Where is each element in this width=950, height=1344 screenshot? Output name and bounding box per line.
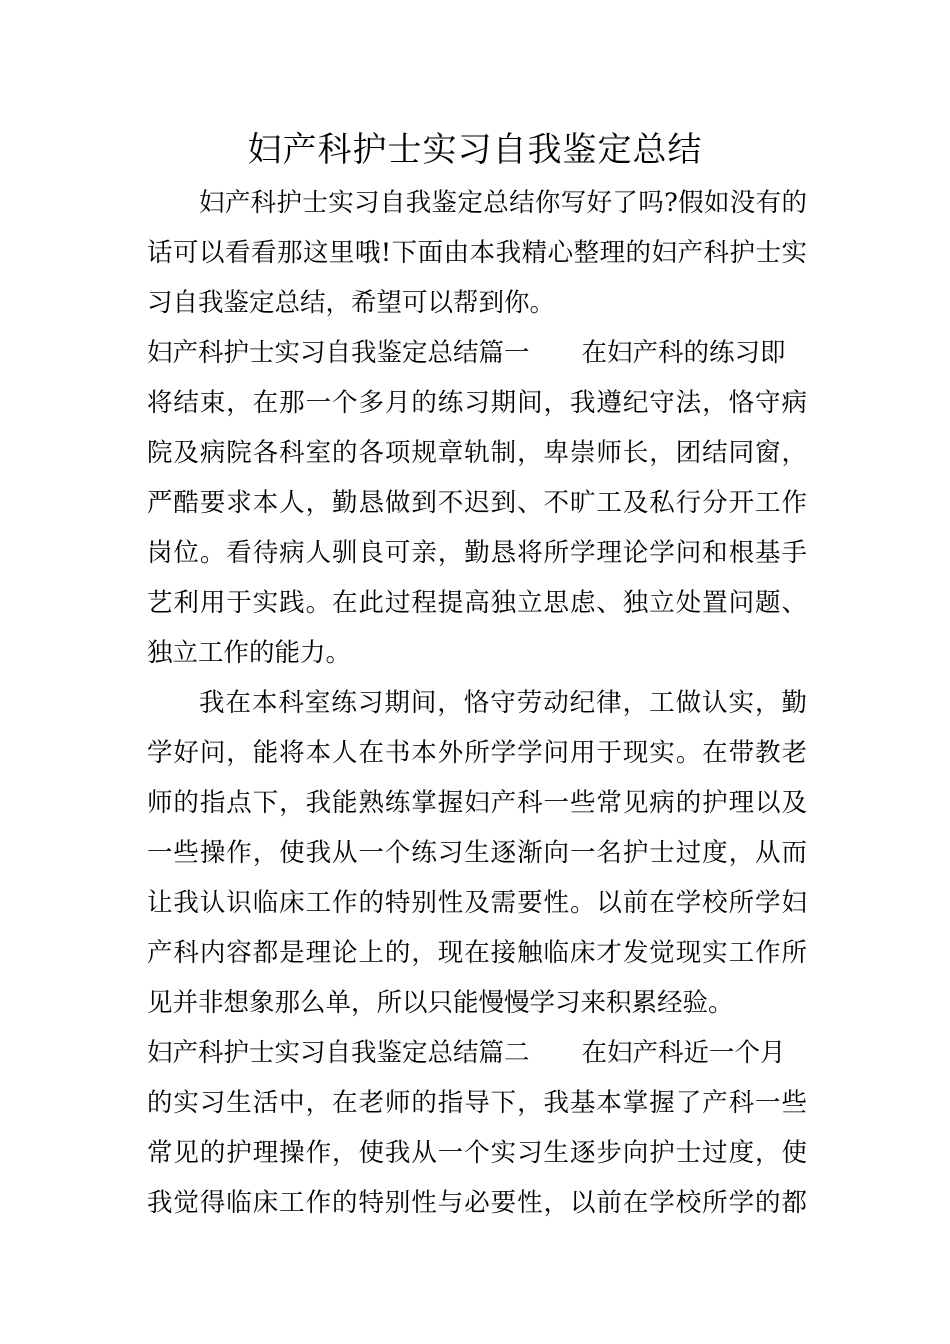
line-text: 让我认识临床工作的特别性及需要性。以前在学校所学妇: [147, 888, 807, 918]
text-line: [147, 378, 807, 428]
text-line: [147, 1178, 807, 1228]
line-text: 妇产科护士实习自我鉴定总结你写好了吗?假如没有的: [199, 188, 807, 218]
text-line: [147, 678, 807, 728]
line-text: 产科内容都是理论上的，现在接触临床才发觉现实工作所: [147, 938, 807, 968]
line-text: 一些操作，使我从一个练习生逐渐向一名护士过度，从而: [147, 838, 807, 868]
text-line: [147, 928, 807, 978]
document-title: 妇产科护士实习自我鉴定总结: [247, 130, 703, 170]
text-line: [147, 628, 807, 678]
text-line: [147, 778, 807, 828]
text-line: [147, 578, 807, 628]
text-line: [147, 978, 807, 1028]
line-text: 的实习生活中，在老师的指导下，我基本掌握了产科一些: [147, 1088, 807, 1118]
text-line: [147, 228, 807, 278]
line-text: 在妇产科近一个月: [581, 1038, 786, 1068]
section-heading: 妇产科护士实习自我鉴定总结篇二: [147, 1038, 530, 1068]
text-line: [147, 728, 807, 778]
section-heading-line: [147, 328, 807, 378]
text-line: [147, 828, 807, 878]
line-text: 在妇产科的练习即: [581, 338, 786, 368]
line-text: 师的指点下，我能熟练掌握妇产科一些常见病的护理以及: [147, 788, 807, 818]
line-text: 学好问，能将本人在书本外所学学问用于现实。在带教老: [147, 738, 807, 768]
line-text: 见并非想象那么单，所以只能慢慢学习来积累经验。: [147, 988, 734, 1018]
line-text: 艺利用于实践。在此过程提高独立思虑、独立处置问题、: [147, 588, 807, 618]
line-text: 话可以看看那这里哦!下面由本我精心整理的妇产科护士实: [147, 238, 807, 268]
line-text: 我在本科室练习期间，恪守劳动纪律，工做认实，勤: [199, 688, 807, 718]
line-text: 岗位。看待病人驯良可亲，勤恳将所学理论学问和根基手: [147, 538, 807, 568]
line-text: 独立工作的能力。: [147, 638, 352, 668]
text-line: [147, 528, 807, 578]
text-line: [147, 178, 807, 228]
line-text: 习自我鉴定总结，希望可以帮到你。: [147, 288, 556, 318]
line-text: 严酷要求本人，勤恳做到不迟到、不旷工及私行分开工作: [147, 488, 807, 518]
text-line: [147, 878, 807, 928]
line-text: 将结束，在那一个多月的练习期间，我遵纪守法，恪守病: [147, 388, 807, 418]
line-text: 我觉得临床工作的特别性与必要性，以前在学校所学的都: [147, 1188, 807, 1218]
document-body: [147, 178, 807, 1228]
text-line: [147, 1078, 807, 1128]
text-line: [147, 428, 807, 478]
text-line: [147, 478, 807, 528]
section-heading-line: [147, 1028, 807, 1078]
line-text: 常见的护理操作，使我从一个实习生逐步向护士过度，使: [147, 1138, 807, 1168]
text-line: [147, 1128, 807, 1178]
text-line: [147, 278, 807, 328]
section-heading: 妇产科护士实习自我鉴定总结篇一: [147, 338, 530, 368]
line-text: 院及病院各科室的各项规章轨制，卑崇师长，团结同窗，: [147, 438, 807, 468]
